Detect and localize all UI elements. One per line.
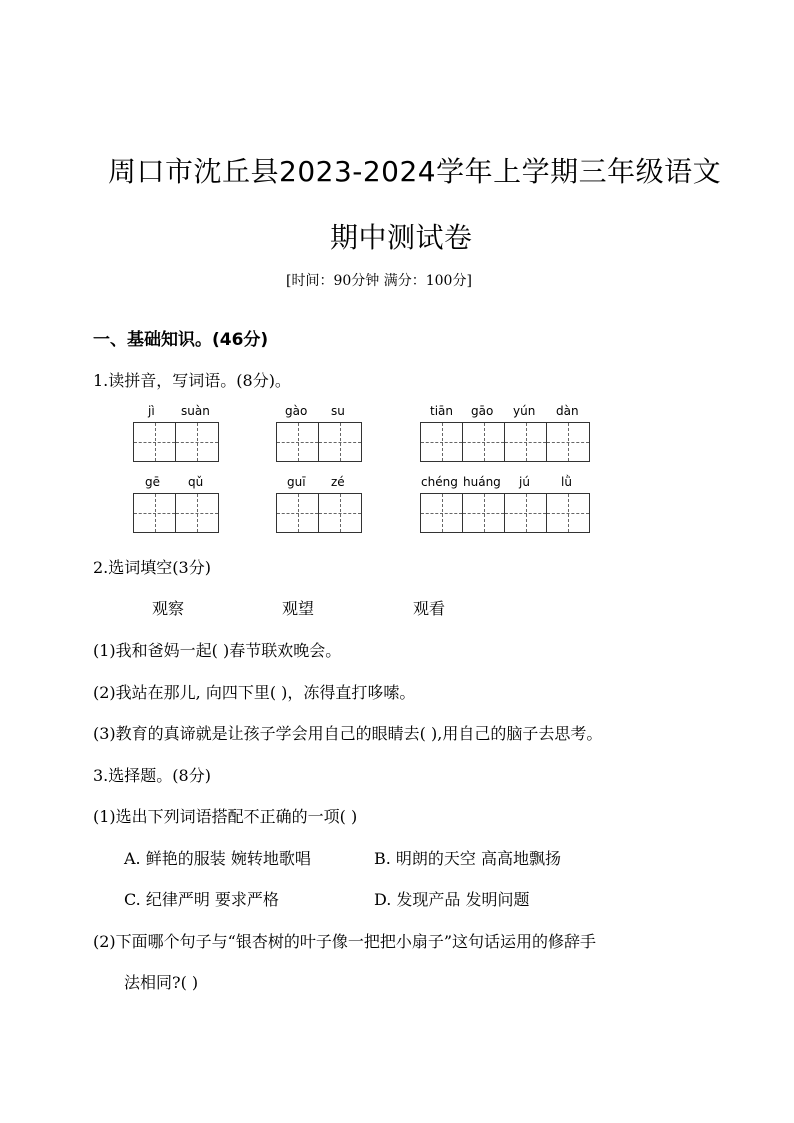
- writing-cell[interactable]: [176, 494, 218, 532]
- fill-blank-item-1: (1)我和爸妈一起( )春节联欢晚会。: [93, 641, 342, 660]
- section-heading: 一、基础知识。(46分): [93, 330, 269, 350]
- writing-cell[interactable]: [277, 494, 319, 532]
- writing-cell[interactable]: [319, 494, 361, 532]
- pinyin-label: tiān: [430, 404, 453, 418]
- page-subtitle: 期中测试卷: [330, 221, 473, 254]
- pinyin-label: gào: [285, 404, 308, 418]
- pinyin-label: gē: [145, 475, 160, 489]
- choice-option-a: A. 鲜艳的服装 婉转地歌唱: [124, 849, 311, 868]
- choice-question-2-cont: 法相同?( ): [124, 973, 199, 992]
- writing-grid[interactable]: [276, 493, 362, 533]
- writing-cell[interactable]: [421, 423, 463, 461]
- writing-cell[interactable]: [547, 494, 589, 532]
- writing-cell[interactable]: [134, 423, 176, 461]
- writing-cell[interactable]: [463, 494, 505, 532]
- pinyin-label: dàn: [556, 404, 579, 418]
- choice-option-b: B. 明朗的天空 高高地飘扬: [374, 849, 562, 868]
- question-3-prompt: 3.选择题。(8分): [93, 766, 211, 785]
- writing-cell[interactable]: [277, 423, 319, 461]
- word-option: 观看: [413, 599, 446, 618]
- question-2-prompt: 2.选词填空(3分): [93, 558, 211, 577]
- writing-cell[interactable]: [134, 494, 176, 532]
- writing-cell[interactable]: [176, 423, 218, 461]
- pinyin-label: zé: [331, 475, 345, 489]
- word-option: 观望: [282, 599, 315, 618]
- writing-cell[interactable]: [505, 494, 547, 532]
- choice-option-c: C. 纪律严明 要求严格: [124, 890, 279, 909]
- pinyin-label: huáng: [463, 475, 501, 489]
- fill-blank-item-2: (2)我站在那儿, 向四下里( )，冻得直打哆嗦。: [93, 683, 416, 702]
- fill-blank-item-3: (3)教育的真谛就是让孩子学会用自己的眼睛去( ),用自己的脑子去思考。: [93, 724, 603, 743]
- choice-question-2: (2)下面哪个句子与“银杏树的叶子像一把把小扇子”这句话运用的修辞手: [93, 932, 597, 951]
- writing-cell[interactable]: [463, 423, 505, 461]
- choice-question-1: (1)选出下列词语搭配不正确的一项( ): [93, 807, 358, 826]
- pinyin-label: suàn: [181, 404, 210, 418]
- exam-meta: [时间：90分钟 满分：100分]: [286, 273, 472, 289]
- pinyin-label: su: [331, 404, 345, 418]
- pinyin-label: yún: [513, 404, 536, 418]
- writing-cell[interactable]: [421, 494, 463, 532]
- pinyin-label: lǜ: [561, 475, 572, 489]
- writing-grid[interactable]: [276, 422, 362, 462]
- pinyin-label: chéng: [421, 475, 458, 489]
- pinyin-label: gāo: [471, 404, 494, 418]
- choice-option-d: D. 发现产品 发明问题: [374, 890, 530, 909]
- writing-grid[interactable]: [420, 493, 590, 533]
- writing-cell[interactable]: [547, 423, 589, 461]
- question-1-prompt: 1.读拼音，写词语。(8分)。: [93, 371, 291, 390]
- pinyin-label: jì: [148, 404, 155, 418]
- pinyin-label: qǔ: [188, 475, 204, 489]
- writing-grid[interactable]: [133, 493, 219, 533]
- page-title: 周口市沈丘县2023-2024学年上学期三年级语文: [108, 155, 722, 188]
- pinyin-label: guī: [287, 475, 306, 489]
- writing-cell[interactable]: [505, 423, 547, 461]
- writing-grid[interactable]: [133, 422, 219, 462]
- word-option: 观察: [152, 599, 185, 618]
- writing-cell[interactable]: [319, 423, 361, 461]
- writing-grid[interactable]: [420, 422, 590, 462]
- pinyin-label: jú: [519, 475, 530, 489]
